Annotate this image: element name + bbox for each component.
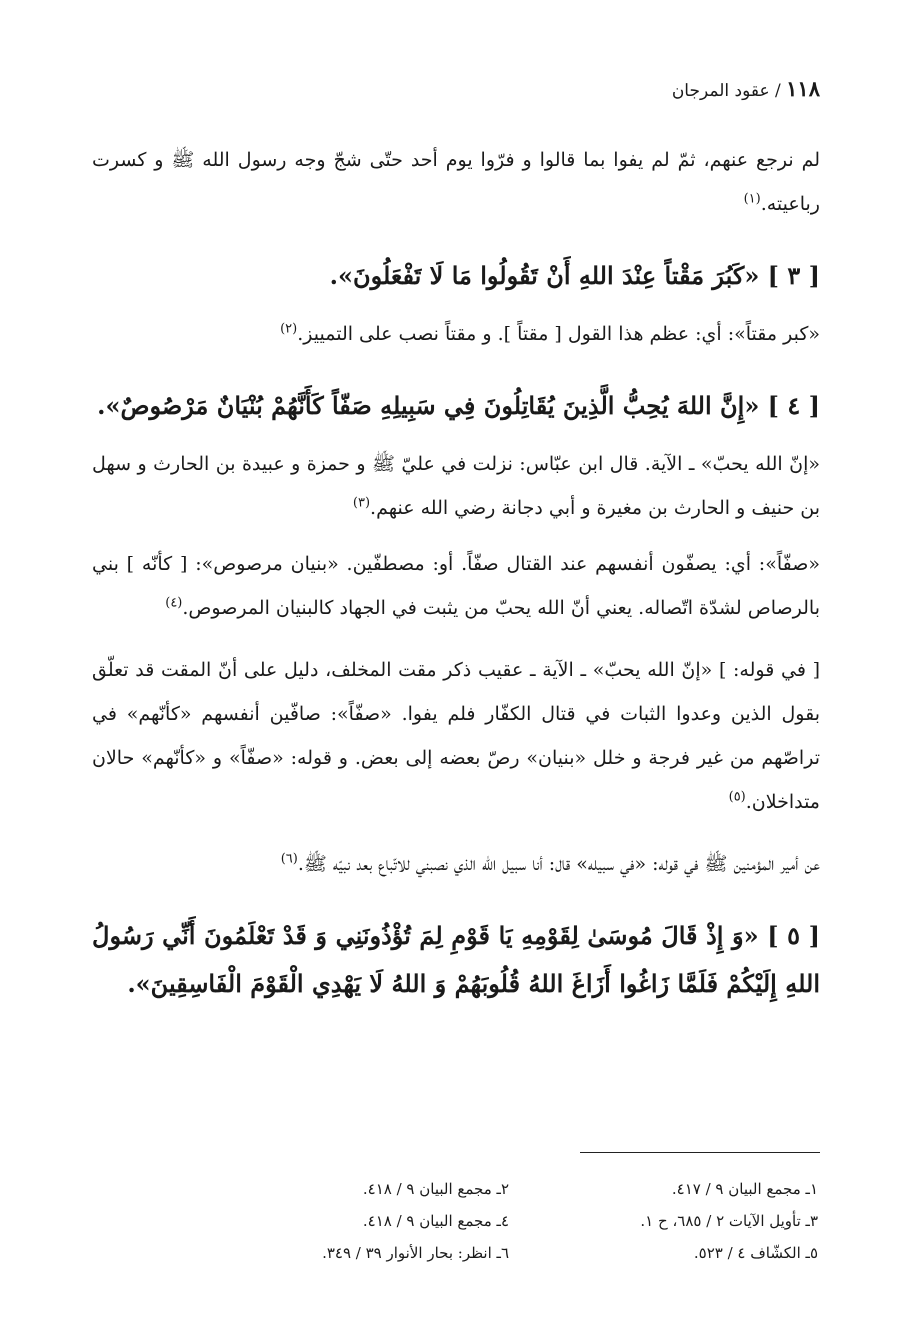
footnote: ٦ـ انظر: بحار الأنوار ٣٩ / ٣٤٩. bbox=[322, 1244, 509, 1262]
footnote-ref: (٢) bbox=[280, 321, 298, 337]
footnote-ref: (٣) bbox=[352, 495, 371, 511]
quran-verse bbox=[92, 382, 820, 430]
footnote: ٥ـ الكشّاف ٤ / ٥٢٣. bbox=[693, 1244, 818, 1262]
verse-text: [ ٤ ] «إِنَّ اللهَ يُحِبُّ الَّذِينَ يُقَاتِلُونَ فِي سَبِيلِهِ صَفّاً كَأَنَّهُمْ بُنْيَانٌ مَرْصُوصٌ». bbox=[97, 391, 820, 420]
footnotes bbox=[200, 1178, 818, 1264]
paragraph bbox=[92, 442, 820, 530]
book-title: عقود المرجان bbox=[671, 81, 770, 101]
paragraph bbox=[92, 138, 820, 226]
page-number: ١١٨ bbox=[786, 76, 820, 101]
footnote: ٣ـ تأويل الآيات ٢ / ٦٨٥، ح ١. bbox=[640, 1212, 818, 1230]
paragraph-text: عن أمير المؤمنين ﷺ في قوله: «في سبيله» قال: أنا سبيل الله الذي نصبني للاتّباع بعد نبيّه ﷺ. bbox=[297, 853, 820, 875]
verse-text: [ ٣ ] «كَبُرَ مَقْتاً عِنْدَ اللهِ أَنْ تَقُولُوا مَا لَا تَفْعَلُونَ». bbox=[329, 261, 820, 290]
running-header bbox=[672, 76, 820, 101]
header-separator: / bbox=[775, 81, 781, 101]
footnote: ١ـ مجمع البيان ٩ / ٤١٧. bbox=[671, 1180, 818, 1198]
paragraph bbox=[92, 842, 820, 886]
footnote-ref: (٤) bbox=[165, 595, 183, 611]
footnote-divider bbox=[580, 1152, 820, 1153]
paragraph bbox=[92, 312, 820, 356]
paragraph bbox=[92, 648, 820, 824]
quran-verse bbox=[92, 912, 820, 1008]
paragraph-text: «إنّ الله يحبّ» ـ الآية. قال ابن عبّاس: نزلت في عليّ ﷺ و حمزة و عبيدة بن الحارث و سهل بن حنيف و الحارث بن مغيرة و أبي دجانة رضي الله عنهم. bbox=[92, 453, 820, 519]
footnote-ref: (٦) bbox=[280, 851, 298, 867]
footnote: ٢ـ مجمع البيان ٩ / ٤١٨. bbox=[362, 1180, 509, 1198]
quran-verse bbox=[92, 252, 820, 300]
page-body bbox=[92, 138, 820, 1008]
paragraph-text: «كبر مقتاً»: أي: عظم هذا القول [ مقتاً ]. و مقتاً نصب على التمييز. bbox=[297, 323, 820, 345]
paragraph-text: لم نرجع عنهم، ثمّ لم يفوا بما قالوا و فرّوا يوم أحد حتّى شجّ وجه رسول الله ﷺ و كسرت رباعيته. bbox=[92, 149, 821, 215]
footnote-ref: (٥) bbox=[728, 789, 746, 805]
paragraph-text: [ في قوله: ] «إنّ الله يحبّ» ـ الآية ـ عقيب ذكر مقت المخلف، دليل على أنّ المقت قد تعلّق بقول الذين وعدوا الثبات في قتال الكفّار فلم يفوا. «صفّاً»: صافّين أنفسهم «كأنّهم» في تراصّهم من غير فرجة و خلل «بنيان» رصّ بعضه إلى بعض. و قوله: «صفّاً» و «كأنّهم» حالان متداخلان. bbox=[92, 659, 820, 813]
verse-text: [ ٥ ] «وَ إِذْ قَالَ مُوسَىٰ لِقَوْمِهِ يَا قَوْمِ لِمَ تُؤْذُونَنِي وَ قَدْ تَعْلَمُونَ أَنِّي رَسُولُ اللهِ إِلَيْكُمْ فَلَمَّا زَاغُوا أَزَاغَ اللهُ قُلُوبَهُمْ وَ اللهُ لَا يَهْدِي الْقَوْمَ الْفَاسِقِينَ». bbox=[92, 921, 821, 998]
footnote: ٤ـ مجمع البيان ٩ / ٤١٨. bbox=[362, 1212, 509, 1230]
paragraph-text: «صفّاً»: أي: يصفّون أنفسهم عند القتال صفّاً. أو: مصطفّين. «بنيان مرصوص»: [ كأنّه ] بني بالرصاص لشدّة اتّصاله. يعني أنّ الله يحبّ من يثبت في الجهاد كالبنيان المرصوص. bbox=[92, 553, 820, 619]
paragraph bbox=[92, 542, 820, 630]
footnote-ref: (١) bbox=[743, 191, 761, 207]
